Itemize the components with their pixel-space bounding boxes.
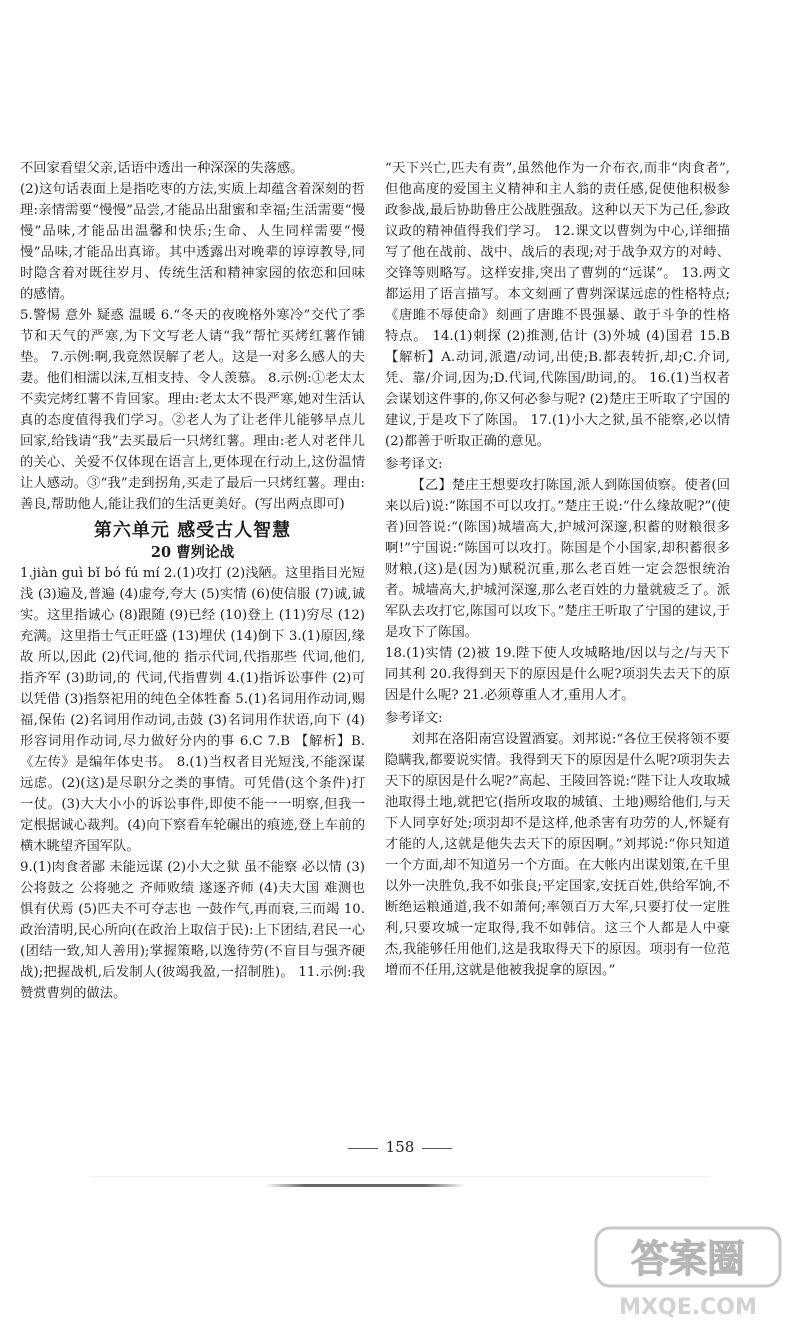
reference-translation-label: 参考译文: [385,711,443,726]
reference-translation: 【乙】楚庄王想要攻打陈国,派人到陈国侦察。使者(回来以后)说:“陈国不可以攻打。”楚庄王说:“什么缘故呢?”(使者)回答说:“(陈国)城墙高大,护城河深邃,积蓄的财粮很多啊!”宁国说:“陈国可以攻打。陈国是个小国家,却积蓄很多财粮,(这)是(因为)赋税沉重,那么老百姓一定会怨恨统治者。城墙高大,护城河深邃,那么老百姓的力量就疲乏了。派军队去攻打它,陈国可以攻下。”楚庄王听取了宁国的建议,于是攻下了陈国。 [385,478,730,640]
answer-paragraph: 5.警惕 意外 疑惑 温暖 6.“冬天的夜晚格外寒冷”交代了季节和天气的严寒,为下文写老人请“我”帮忙买烤红薯作铺垫。 7.示例:啊,我竟然误解了老人。这是一对多么感人的夫妻。他们相濡以沫,互相支持、令人羡慕。 8.示例:①老太太不卖完烤红薯不肯回家。理由:老太太不畏严寒,她对生活认真的态度值得我们学习。②老人为了让老伴儿能够早点儿回家,给钱请“我”去买最后一只烤红薯。理由:老人对老伴儿的关心、关爱不仅体现在语言上,更体现在行动上,这份温情让人感动。③“我”走到拐角,买走了最后一只烤红薯。理由:善良,帮助他人,能让我们的生活更美好。(写出两点即可) [20,308,365,512]
dash-left [348,1148,378,1149]
answer-paragraph: 不回家看望父亲,话语中透出一种深深的失落感。 [20,161,304,176]
reference-translation: 刘邦在洛阳南宫设置酒宴。刘邦说:“各位王侯将领不要隐瞒我,都要说实情。我得到天下的原因是什么呢?项羽失去天下的原因是什么呢?”高起、王陵回答说:“陛下让人攻取城池取得土地,就把它(指所攻取的城镇、土地)赐给他们,与天下人同享好处;项羽却不是这样,他杀害有功劳的人,怀疑有才能的人,这就是他失去天下的原因啊。”刘邦说:“你只知道一个方面,却不知道另一个方面。在大帐内出谋划策,在千里以外一决胜负,我不如张良;平定国家,安抚百姓,供给军饷,不断绝运粮通道,我不如萧何;率领百万大军,只要打仗一定胜利,只要攻城一定取得,我不如韩信。这三个人都是人中豪杰,我能够任用他们,这是我取得天下的原因。项羽有一位范增而不任用,这就是他被我捉拿的原因。” [385,732,730,978]
answer-paragraph: 9.(1)肉食者鄙 未能远谋 (2)小大之狱 虽不能察 必以情 (3)公将鼓之 公将驰之 齐师败绩 遂逐齐师 (4)夫大国 难测也 惧有伏焉 (5)匹夫不可夺志也 一鼓作气,再而衰,三而竭 10.政治清明,民心所向(在政治上取信于民):上下团结,君民一心(团结一致,知人善用);掌握策略,以逸待劳(不盲目与强齐硬战);把握战机,后发制人(彼竭我盈,一招制胜)。 11.示例:我赞赏曹刿的做法。 [20,860,365,1001]
answer-paragraph: 1.jiàn guì bǐ bó fú mí 2.(1)攻打 (2)浅陋。这里指目光短浅 (3)遍及,普遍 (4)虚夸,夸大 (5)实情 (6)使信服 (7)诚,诚实。这里指诚心 (8)跟随 (9)已经 (10)登上 (11)穷尽 (12)充满。这里指士气正旺盛 (13)埋伏 (14)倒下 3.(1)原因,缘故 所以,因此 (2)代词,他的 指示代词,代指那些 代词,他们,指齐军 (3)助词,的 代词,代指曹刿 4.(1)指诉讼事件 (2)可以凭借 (3)指祭祀用的纯色全体牲畜 5.(1)名词用作动词,赐福,保佑 (2)名词用作动词,击鼓 (3)名词用作状语,向下 (4)形容词用作动词,尽力做好分内的事 6.C 7.B 【解析】B.《左传》是编年体史书。 8.(1)当权者目光短浅,不能深谋远虑。(2)(这)是尽职分之类的事情。可凭借(这个条件)打一仗。(3)大大小小的诉讼事件,即使不能一一明察,但我一定根据诚心裁判。(4)向下察看车轮碾出的痕迹,登上车前的横木眺望齐国军队。 [20,566,365,854]
right-column [385,158,730,981]
unit-title: 第六单元 感受古人智慧 [93,520,292,541]
lesson-title: 20 曹刿论战 [150,544,235,561]
svg-text:答案圈: 答案圈 [630,1237,746,1281]
answer-paragraph: (2)这句话表面上是指吃枣的方法,实质上却蕴含着深刻的哲理:亲情需要“慢慢”品尝,才能品出甜蜜和幸福;生活需要“慢慢”品味,才能品出温馨和快乐;生命、人生同样需要“慢慢”品味,才能品出真谛。其中透露出对晚辈的谆谆教导,同时隐含着对既往岁月、传统生活和精神家园的依恋和回味的感情。 [20,182,365,302]
dash-right [422,1148,452,1149]
watermark-logo-graphic [588,1222,788,1322]
watermark-logo [588,1222,788,1322]
scan-smudge [265,1184,465,1187]
reference-translation-label: 参考译文: [385,457,443,472]
scan-line [90,1176,710,1177]
answer-paragraph: “天下兴亡,匹夫有责”,虽然他作为一介布衣,而非“肉食者”,但他高度的爱国主义精神和主人翁的责任感,促使他积极参政参战,最后协助鲁庄公战胜强敌。这种以天下为己任,参政议政的精神值得我们学习。 12.课文以曹刿为中心,详细描写了他在战前、战中、战后的表现;对于战争双方的对峙、交锋等则略写。这样安排,突出了曹刿的“远谋”。 13.两文都运用了语言描写。本文刻画了曹刿深谋远虑的性格特点;《唐雎不辱使命》刻画了唐雎不畏强暴、敢于斗争的性格特点。 14.(1)刺探 (2)推测,估计 (3)外城 (4)国君 15.B 【解析】A.动词,派遣/动词,出使;B.都表转折,却;C.介词,凭、靠/介词,因为;D.代词,代陈国/助词,的。 16.(1)当权者会谋划这件事的,你又何必参与呢? (2)楚庄王听取了宁国的建议,于是攻下了陈国。 17.(1)小大之狱,虽不能察,必以情 (2)都善于听取正确的意见。 [385,161,730,449]
page-number-text: 158 [385,1138,415,1156]
page-number [0,1138,800,1156]
svg-text:MXQE.COM: MXQE.COM [619,1295,757,1320]
left-column [20,158,365,1004]
answer-paragraph: 18.(1)实情 (2)被 19.陛下使人攻城略地/因以与之/与天下同其利 20.我得到天下的原因是什么呢?项羽失去天下的原因是什么呢? 21.必须尊重人才,重用人才。 [385,646,730,703]
